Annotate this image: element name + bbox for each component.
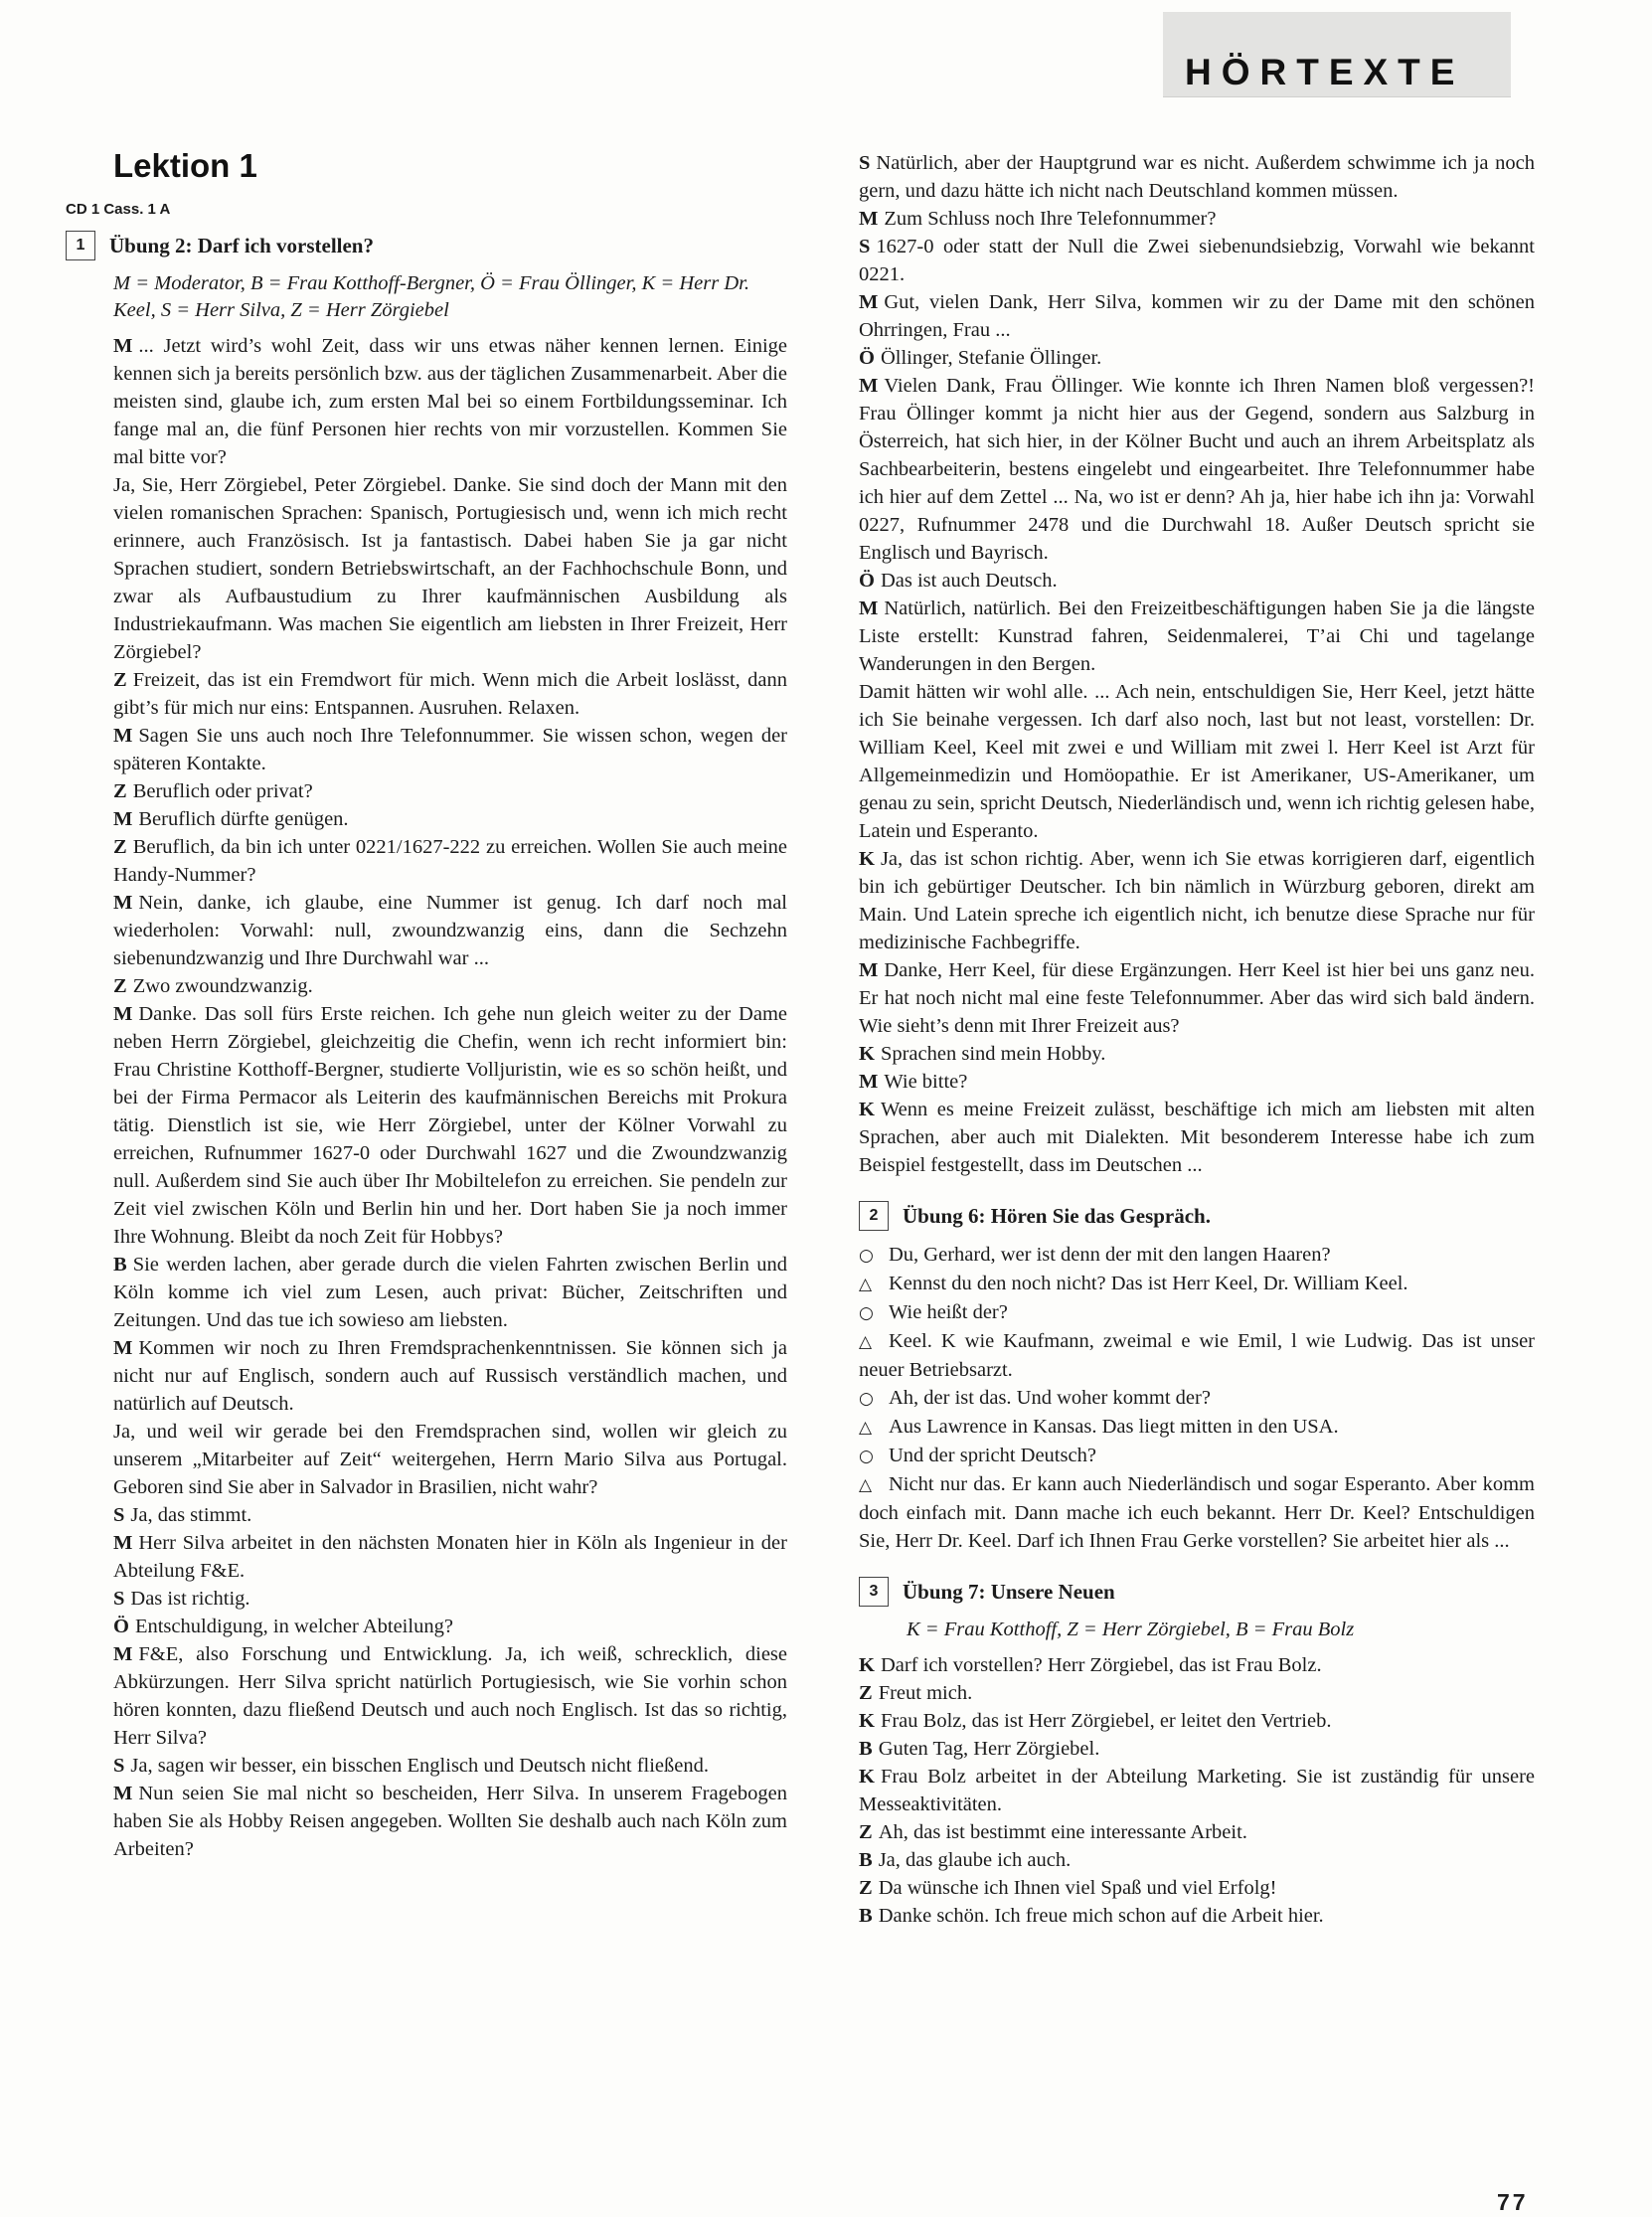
right-column — [859, 149, 1535, 1930]
dialogue-line — [859, 372, 1535, 567]
track-title: Übung 7: Unsere Neuen — [903, 1579, 1115, 1604]
speaker: K — [859, 1043, 875, 1065]
line-text: Wenn es meine Freizeit zulässt, beschäftige ich mich am liebsten mit alten Sprachen, aber auch mit Dialekten. Mit besonderem Interesse habe ich zum Beispiel festgestellt, dass im Deutschen ... — [859, 1099, 1535, 1176]
dialogue-line — [859, 678, 1535, 845]
line-text: Damit hätten wir wohl alle. ... Ach nein, entschuldigen Sie, Herr Keel, jetzt hätte ich Sie beinahe vergessen. Ich darf also noch, last but not least, vorstellen: Dr. William Keel, Keel mit zwei e und William mit zwei l. Herr Keel ist Arzt für Allgemeinmedizin und Homöopathie. Er ist Amerikaner, US-Amerikaner, um genau zu sein, spricht Deutsch, Niederländisch und, wenn ich richtig gelesen habe, Latein und Esperanto. — [859, 681, 1535, 842]
dialogue-line — [113, 1000, 787, 1251]
circle-marker-icon: ○ — [859, 1389, 874, 1409]
speaker: M — [859, 597, 879, 619]
speaker: Z — [859, 1877, 873, 1899]
line-text: Das ist richtig. — [130, 1588, 250, 1610]
line-text: Ja, das stimmt. — [130, 1504, 252, 1526]
speaker: K — [859, 848, 875, 870]
role-legend: K = Frau Kotthoff, Z = Herr Zörgiebel, B = Frau Bolz — [907, 1619, 1355, 1640]
speaker: S — [859, 152, 871, 174]
dialogue-text — [859, 1241, 1535, 1555]
track-title: Übung 6: Hören Sie das Gespräch. — [903, 1203, 1211, 1228]
dialogue-line — [859, 1763, 1535, 1818]
speaker: M — [859, 291, 879, 313]
dialogue-line — [113, 1501, 787, 1529]
line-text: Natürlich, aber der Hauptgrund war es nicht. Außerdem schwimme ich ja noch gern, und dazu hätte ich nicht nach Deutschland kommen müssen. — [859, 152, 1535, 202]
line-text: Ah, das ist bestimmt eine interessante Arbeit. — [878, 1821, 1247, 1843]
circle-marker-icon: ○ — [859, 1246, 874, 1266]
dialogue-line — [859, 233, 1535, 288]
dialogue-line — [859, 845, 1535, 956]
dialogue-line — [113, 889, 787, 972]
line-text: Nun seien Sie mal nicht so bescheiden, Herr Silva. In unserem Fragebogen haben Sie als Hobby Reisen angegeben. Wollten Sie deshalb auch nach Köln zum Arbeiten? — [113, 1783, 787, 1860]
dialogue-line — [859, 1384, 1535, 1413]
speaker: B — [859, 1905, 873, 1927]
triangle-marker-icon: △ — [859, 1332, 873, 1352]
track-number-badge: 3 — [859, 1577, 889, 1607]
speaker: B — [113, 1254, 127, 1276]
cd-label: CD 1 Cass. 1 A — [66, 201, 171, 218]
speaker: M — [113, 1337, 133, 1359]
dialogue-text-continued — [859, 149, 1535, 1179]
dialogue-line — [859, 1846, 1535, 1874]
dialogue-line — [859, 1818, 1535, 1846]
line-text: Danke, Herr Keel, für diese Ergänzungen. Herr Keel ist hier bei uns ganz neu. Er hat noch nicht mal eine feste Telefonnummer. Aber das wird sich bald ändern. Wie sieht’s denn mit Ihrer Freizeit aus? — [859, 959, 1535, 1037]
dialogue-line — [113, 1251, 787, 1334]
line-text: Freizeit, das ist ein Fremdwort für mich. Wenn mich die Arbeit loslässt, dann gibt’s für mich nur eins: Entspannen. Ausruhen. Relaxen. — [113, 669, 787, 719]
dialogue-line — [113, 805, 787, 833]
dialogue-line — [859, 1096, 1535, 1179]
speaker: K — [859, 1766, 875, 1788]
role-legend: M = Moderator, B = Frau Kotthoff-Bergner, Ö = Frau Öllinger, K = Herr Dr. Keel, S = Herr Silva, Z = Herr Zörgiebel — [113, 272, 749, 321]
dialogue-line — [113, 972, 787, 1000]
line-text: Ja, das glaube ich auch. — [878, 1849, 1072, 1871]
dialogue-line — [859, 344, 1535, 372]
dialogue-line — [113, 1585, 787, 1613]
dialogue-line — [113, 1752, 787, 1780]
speaker: K — [859, 1710, 875, 1732]
line-text: Frau Bolz, das ist Herr Zörgiebel, er leitet den Vertrieb. — [880, 1710, 1332, 1732]
speaker: M — [859, 959, 879, 981]
dialogue-line — [859, 1327, 1535, 1384]
dialogue-line — [859, 1068, 1535, 1096]
circle-marker-icon: ○ — [859, 1447, 874, 1466]
triangle-marker-icon: △ — [859, 1475, 873, 1495]
speaker: Z — [859, 1821, 873, 1843]
line-text: Gut, vielen Dank, Herr Silva, kommen wir zu der Dame mit den schönen Ohrringen, Frau ... — [859, 291, 1535, 341]
line-text: F&E, also Forschung und Entwicklung. Ja, ich weiß, schrecklich, diese Abkürzungen. Herr Silva spricht natürlich Portugiesisch, wie Sie vorhin schon hören konnten, dazu fließend Deutsch und auch noch Englisch. Ist das so richtig, Herr Silva? — [113, 1643, 787, 1749]
speaker: S — [859, 236, 871, 257]
dialogue-line — [859, 149, 1535, 205]
dialogue-line — [859, 1470, 1535, 1555]
line-text: Ah, der ist das. Und woher kommt der? — [889, 1387, 1211, 1409]
speaker: M — [859, 375, 879, 397]
track-number-badge: 2 — [859, 1201, 889, 1231]
line-text: Entschuldigung, in welcher Abteilung? — [134, 1616, 453, 1637]
dialogue-line — [859, 1679, 1535, 1707]
line-text: Herr Silva arbeitet in den nächsten Monaten hier in Köln als Ingenieur in der Abteilung F&E. — [113, 1532, 787, 1582]
line-text: Sagen Sie uns auch noch Ihre Telefonnummer. Sie wissen schon, wegen der späteren Kontakte. — [113, 725, 787, 774]
left-column — [66, 149, 787, 1863]
dialogue-line — [859, 1735, 1535, 1763]
dialogue-line — [113, 1334, 787, 1418]
speaker: M — [113, 1643, 133, 1665]
line-text: Ja, das ist schon richtig. Aber, wenn ich Sie etwas korrigieren darf, eigentlich bin ich gebürtiger Deutscher. Ich bin nämlich in Würzburg geboren, direkt am Main. Und Latein spreche ich eigentlich nicht, ich benutze diese Sprache nur für medizinische Fachbegriffe. — [859, 848, 1535, 953]
speaker: M — [113, 335, 133, 357]
dialogue-line — [113, 1613, 787, 1640]
speaker: M — [113, 892, 133, 914]
line-text: Zwo zwoundzwanzig. — [132, 975, 313, 997]
line-text: Ja, Sie, Herr Zörgiebel, Peter Zörgiebel. Danke. Sie sind doch der Mann mit den vielen romanischen Sprachen: Spanisch, Portugiesisch und, wenn ich mich recht erinnere, auch Französisch. Ist ja fantastisch. Dabei haben Sie ja gar nicht Sprachen studiert, sondern Betriebswirtschaft, an der Fachhochschule Bonn, und zwar als Aufbaustudium zu Ihrer kaufmännischen Ausbildung als Industriekaufmann. Was machen Sie eigentlich am liebsten in Ihrer Freizeit, Herr Zörgiebel? — [113, 474, 787, 663]
track-number-badge: 1 — [66, 231, 95, 260]
speaker: S — [113, 1504, 125, 1526]
dialogue-line — [113, 1529, 787, 1585]
dialogue-line — [859, 1413, 1535, 1442]
speaker: Ö — [859, 570, 875, 592]
dialogue-line — [859, 1874, 1535, 1902]
line-text: 1627-0 oder statt der Null die Zwei siebenundsiebzig, Vorwahl wie bekannt 0221. — [859, 236, 1535, 285]
line-text: Danke schön. Ich freue mich schon auf die Arbeit hier. — [878, 1905, 1324, 1927]
dialogue-line — [859, 567, 1535, 595]
lesson-title: Lektion 1 — [113, 147, 257, 184]
line-text: Aus Lawrence in Kansas. Das liegt mitten in den USA. — [889, 1416, 1339, 1438]
speaker: K — [859, 1099, 875, 1120]
dialogue-line — [859, 1707, 1535, 1735]
dialogue-line — [113, 1418, 787, 1501]
dialogue-line — [859, 1298, 1535, 1327]
dialogue-line — [859, 288, 1535, 344]
page-number: 77 — [1497, 2189, 1529, 2215]
line-text: Natürlich, natürlich. Bei den Freizeitbeschäftigungen haben Sie ja die längste Liste erstellt: Kunstrad fahren, Seidenmalerei, T’ai Chi und tagelange Wanderungen in den Bergen. — [859, 597, 1535, 675]
track-3-header — [859, 1577, 1535, 1607]
speaker: M — [113, 808, 133, 830]
line-text: Nicht nur das. Er kann auch Niederländisch und sogar Esperanto. Aber komm doch einfach mit. Dann mache ich euch bekannt. Herr Dr. Keel? Entschuldigen Sie, Herr Dr. Keel. Darf ich Ihnen Frau Gerke vorstellen? Sie arbeitet hier als ... — [859, 1473, 1535, 1552]
speaker: Z — [113, 780, 127, 802]
line-text: ... Jetzt wird’s wohl Zeit, dass wir uns etwas näher kennen lernen. Einige kennen sich ja bereits persönlich bzw. aus der täglichen Zusammenarbeit. Aber die meisten sind, glaube ich, zum ersten Mal bei so einem Fortbildungsseminar. Ich fange mal an, die fünf Personen hier rechts von mir vorzustellen. Kommen Sie mal bitte vor? — [113, 335, 787, 468]
dialogue-line — [113, 666, 787, 722]
line-text: Sprachen sind mein Hobby. — [880, 1043, 1106, 1065]
line-text: Du, Gerhard, wer ist denn der mit den langen Haaren? — [889, 1244, 1331, 1266]
dialogue-line — [113, 332, 787, 471]
dialogue-line — [859, 595, 1535, 678]
triangle-marker-icon: △ — [859, 1418, 873, 1438]
dialogue-text — [113, 332, 787, 1863]
line-text: Guten Tag, Herr Zörgiebel. — [878, 1738, 1100, 1760]
dialogue-line — [859, 1442, 1535, 1470]
track-title: Übung 2: Darf ich vorstellen? — [109, 233, 374, 257]
line-text: Wie heißt der? — [889, 1301, 1008, 1323]
dialogue-line — [113, 833, 787, 889]
dialogue-line — [859, 1241, 1535, 1270]
line-text: Freut mich. — [878, 1682, 973, 1704]
line-text: Beruflich dürfte genügen. — [138, 808, 349, 830]
line-text: Nein, danke, ich glaube, eine Nummer ist genug. Ich darf noch mal wiederholen: Vorwahl: null, zwoundzwanzig eins, dann die Sechzehn siebenundzwanzig und Ihre Durchwahl war ... — [113, 892, 787, 969]
line-text: Beruflich, da bin ich unter 0221/1627-222 zu erreichen. Wollen Sie auch meine Handy-Nummer? — [113, 836, 787, 886]
line-text: Keel. K wie Kaufmann, zweimal e wie Emil, l wie Ludwig. Das ist unser neuer Betriebsarzt. — [859, 1330, 1535, 1381]
line-text: Da wünsche ich Ihnen viel Spaß und viel Erfolg! — [878, 1877, 1277, 1899]
line-text: Ja, sagen wir besser, ein bisschen Englisch und Deutsch nicht fließend. — [130, 1755, 709, 1777]
line-text: Kennst du den noch nicht? Das ist Herr Keel, Dr. William Keel. — [889, 1273, 1408, 1294]
dialogue-line — [113, 1640, 787, 1752]
track-1-header — [66, 231, 787, 260]
speaker: M — [113, 1003, 133, 1025]
speaker: S — [113, 1588, 125, 1610]
line-text: Danke. Das soll fürs Erste reichen. Ich gehe nun gleich weiter zu der Dame neben Herrn Zörgiebel, gleichzeitig die Chefin, wenn ich recht informiert bin: Frau Christine Kotthoff-Bergner, studierte Volljuristin, wie es so schön heißt, und bei der Firma Permacor als Leiterin des kaufmännischen Bereichs mit Prokura tätig. Dienstlich ist sie, wie Herr Zörgiebel, unter der Kölner Vorwahl zu erreichen, Rufnummer 1627-0 oder Durchwahl 1627 und die Zwoundzwanzig null. Außerdem sind Sie auch über Ihr Mobiltelefon zu erreichen. Sie pendeln zur Zeit viel zwischen Köln und Berlin hin und her. Dort haben Sie ja noch immer Ihre Wohnung. Bleibt da noch Zeit für Hobbys? — [113, 1003, 787, 1248]
line-text: Ja, und weil wir gerade bei den Fremdsprachen sind, wollen wir gleich zu unserem „Mitarbeiter auf Zeit“ weitergehen, Herrn Mario Silva aus Portugal. Geboren sind Sie aber in Salvador in Brasilien, nicht wahr? — [113, 1421, 787, 1498]
line-text: Frau Bolz arbeitet in der Abteilung Marketing. Sie ist zuständig für unsere Messeaktivitäten. — [859, 1766, 1535, 1815]
speaker: M — [859, 1071, 879, 1093]
dialogue-line — [859, 956, 1535, 1040]
line-text: Öllinger, Stefanie Öllinger. — [880, 347, 1102, 369]
line-text: Kommen wir noch zu Ihren Fremdsprachenkenntnissen. Sie können sich ja nicht nur auf Englisch, sondern auch auf Russisch verständlich machen, und natürlich auf Deutsch. — [113, 1337, 787, 1415]
dialogue-line — [113, 777, 787, 805]
section-title: HÖRTEXTE — [1185, 52, 1465, 92]
line-text: Das ist auch Deutsch. — [880, 570, 1058, 592]
speaker: M — [113, 1783, 133, 1804]
speaker: S — [113, 1755, 125, 1777]
line-text: Wie bitte? — [884, 1071, 968, 1093]
speaker: B — [859, 1849, 873, 1871]
track-2-header — [859, 1201, 1535, 1231]
dialogue-line — [859, 1651, 1535, 1679]
line-text: Beruflich oder privat? — [132, 780, 313, 802]
dialogue-line — [859, 1270, 1535, 1298]
speaker: Z — [113, 975, 127, 997]
dialogue-text — [859, 1651, 1535, 1930]
speaker: Z — [859, 1682, 873, 1704]
dialogue-line — [859, 205, 1535, 233]
line-text: Darf ich vorstellen? Herr Zörgiebel, das ist Frau Bolz. — [880, 1654, 1322, 1676]
dialogue-line — [859, 1902, 1535, 1930]
dialogue-line — [859, 1040, 1535, 1068]
speaker: B — [859, 1738, 873, 1760]
speaker: Z — [113, 669, 127, 691]
line-text: Zum Schluss noch Ihre Telefonnummer? — [884, 208, 1217, 230]
speaker: M — [859, 208, 879, 230]
speaker: K — [859, 1654, 875, 1676]
line-text: Und der spricht Deutsch? — [889, 1445, 1096, 1466]
speaker: M — [113, 725, 133, 747]
line-text: Sie werden lachen, aber gerade durch die vielen Fahrten zwischen Berlin und Köln komme ich viel zum Lesen, auch privat: Bücher, Zeitschriften und Zeitungen. Und das tue ich sowieso am liebsten. — [113, 1254, 787, 1331]
speaker: Ö — [859, 347, 875, 369]
dialogue-line — [113, 471, 787, 666]
line-text: Vielen Dank, Frau Öllinger. Wie konnte ich Ihren Namen bloß vergessen?! Frau Öllinger kommt ja nicht hier aus der Gegend, sondern aus Salzburg in Österreich, hat sich hier, in der Kölner Bucht und auch an ihrem Arbeitsplatz als Sachbearbeiterin, bestens eingelebt und eingearbeitet. Ihre Telefonnummer habe ich hier auf dem Zettel ... Na, wo ist er denn? Ah ja, hier habe ich ihn ja: Vorwahl 0227, Rufnummer 2478 und die Durchwahl 18. Außer Deutsch spricht sie Englisch und Bayrisch. — [859, 375, 1535, 564]
triangle-marker-icon: △ — [859, 1275, 873, 1294]
speaker: Z — [113, 836, 127, 858]
dialogue-line — [113, 722, 787, 777]
dialogue-line — [113, 1780, 787, 1863]
speaker: M — [113, 1532, 133, 1554]
speaker: Ö — [113, 1616, 129, 1637]
circle-marker-icon: ○ — [859, 1303, 874, 1323]
